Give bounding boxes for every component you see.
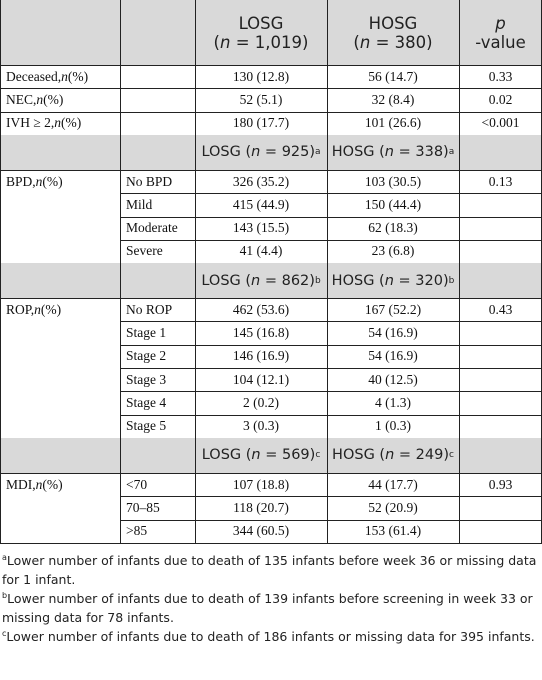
section-header-blank <box>459 438 542 473</box>
losg-value: 107 (18.8) <box>232 476 290 492</box>
section-header-blank <box>120 135 195 170</box>
hosg-value: 62 (18.3) <box>368 220 418 236</box>
row-divider <box>0 543 542 544</box>
losg-value: 3 (0.3) <box>243 418 279 434</box>
p-value <box>459 217 542 240</box>
section-losg-count-text: LOSG (n = 862) <box>201 272 315 289</box>
section-hosg-count: HOSG (n = 338) a <box>331 144 455 161</box>
losg-value: 145 (16.8) <box>232 325 290 341</box>
p-value <box>459 391 542 414</box>
section-header-blank <box>0 135 120 170</box>
p-value <box>459 240 542 263</box>
row-label <box>0 520 120 543</box>
p-value: 0.33 <box>488 68 513 84</box>
section-header-blank <box>0 438 120 473</box>
header-losg-count: (n = 1,019) <box>213 32 309 52</box>
section-header-blank <box>459 263 542 298</box>
hosg-value: 32 (8.4) <box>371 91 415 107</box>
losg-value: 130 (12.8) <box>232 68 290 84</box>
row-category: Stage 5 <box>126 418 167 434</box>
row-label: IVH ≥ 2, n (%) <box>6 115 82 131</box>
footnote-mark: c <box>2 628 7 638</box>
row-category: Stage 3 <box>126 371 167 387</box>
row-label <box>0 240 120 263</box>
section-header <box>0 438 542 473</box>
row-category: Stage 4 <box>126 394 167 410</box>
section-losg-count: LOSG (n = 569) c <box>201 447 321 464</box>
row-label <box>0 193 120 216</box>
table-header <box>0 0 542 65</box>
losg-value: 415 (44.9) <box>232 196 290 212</box>
row-category: Mild <box>126 196 153 212</box>
footnote-text: Lower number of infants due to death of 135 infants before week 36 or missing data for 1 infant. <box>2 552 537 587</box>
footnote-mark: a <box>2 552 7 562</box>
section-header-blank <box>0 263 120 298</box>
row-category: No BPD <box>126 173 173 189</box>
p-value: 0.93 <box>488 476 513 492</box>
footnote-mark: b <box>2 590 8 600</box>
row-category: Stage 2 <box>126 348 167 364</box>
hosg-value: 101 (26.6) <box>364 115 422 131</box>
section-hosg-count-text: HOSG (n = 249) <box>332 447 449 464</box>
section-header <box>0 263 542 298</box>
header-losg <box>195 0 327 65</box>
hosg-value: 167 (52.2) <box>364 301 422 317</box>
row-label <box>0 391 120 414</box>
hosg-value: 103 (30.5) <box>364 173 422 189</box>
header-hosg <box>327 0 459 65</box>
table-row <box>0 65 542 88</box>
section-header-blank <box>120 438 195 473</box>
hosg-value: 4 (1.3) <box>375 394 411 410</box>
row-category: >85 <box>126 523 148 539</box>
table-row <box>0 415 542 438</box>
row-category <box>120 112 195 135</box>
section-header-blank <box>120 263 195 298</box>
losg-value: 118 (20.7) <box>233 499 289 515</box>
table-row <box>0 368 542 391</box>
row-label <box>0 496 120 519</box>
footnote <box>2 551 540 589</box>
row-label: Deceased, n (%) <box>6 68 89 84</box>
losg-value: 2 (0.2) <box>243 394 279 410</box>
footnote-text: Lower number of infants due to death of 186 infants or missing data for 395 infants. <box>6 628 535 644</box>
column-divider <box>459 0 460 543</box>
row-category: Moderate <box>126 220 178 236</box>
row-label: BPD, n (%) <box>6 173 63 189</box>
table-row <box>0 496 542 519</box>
hosg-value: 40 (12.5) <box>368 371 418 387</box>
p-value: 0.02 <box>488 91 513 107</box>
row-label <box>0 415 120 438</box>
hosg-value: 23 (6.8) <box>371 243 415 259</box>
header-p-value: p -value <box>475 13 526 52</box>
row-category: <70 <box>126 476 148 492</box>
losg-value: 344 (60.5) <box>232 523 290 539</box>
losg-value: 180 (17.7) <box>232 115 290 131</box>
section-losg-count: LOSG (n = 862) b <box>201 272 321 289</box>
table-row <box>0 193 542 216</box>
row-label: MDI, n (%) <box>6 476 63 492</box>
row-label: NEC, n (%) <box>6 91 64 107</box>
column-divider <box>120 0 121 543</box>
p-value <box>459 415 542 438</box>
row-category: No ROP <box>126 301 173 317</box>
header-hosg-count: (n = 380) <box>353 32 433 52</box>
table-row <box>0 112 542 135</box>
row-category: Stage 1 <box>126 325 167 341</box>
row-label <box>0 217 120 240</box>
losg-value: 326 (35.2) <box>232 173 290 189</box>
header-blank <box>0 0 195 65</box>
row-label: ROP, n (%) <box>6 301 62 317</box>
table-row <box>0 298 542 321</box>
hosg-value: 52 (20.9) <box>368 499 418 515</box>
row-category: Severe <box>126 243 163 259</box>
table-row <box>0 473 542 496</box>
section-hosg-count-text: HOSG (n = 320) <box>331 272 449 289</box>
p-value <box>459 321 542 344</box>
losg-value: 41 (4.4) <box>239 243 283 259</box>
row-category <box>120 88 195 111</box>
hosg-value: 56 (14.7) <box>368 68 418 84</box>
header-losg-title: LOSG <box>238 13 284 33</box>
table-row <box>0 345 542 368</box>
table-row <box>0 217 542 240</box>
header-hosg-title: HOSG <box>368 13 418 33</box>
table-row <box>0 391 542 414</box>
hosg-value: 54 (16.9) <box>368 348 418 364</box>
losg-value: 143 (15.5) <box>232 220 290 236</box>
section-header <box>0 135 542 170</box>
p-value: 0.43 <box>488 301 513 317</box>
footnote-text: Lower number of infants due to death of 139 infants before screening in week 33 or missing data for 78 infants. <box>2 590 533 625</box>
row-label <box>0 345 120 368</box>
row-category: 70–85 <box>126 499 160 515</box>
table-row <box>0 88 542 111</box>
section-hosg-count-text: HOSG (n = 338) <box>331 144 449 161</box>
p-value <box>459 496 542 519</box>
column-divider <box>195 0 196 543</box>
section-losg-count: LOSG (n = 925) a <box>201 144 321 161</box>
hosg-value: 153 (61.4) <box>364 523 422 539</box>
losg-value: 462 (53.6) <box>232 301 290 317</box>
footnote <box>2 627 540 646</box>
row-label <box>0 368 120 391</box>
section-hosg-count: HOSG (n = 320) b <box>331 272 455 289</box>
table-row <box>0 240 542 263</box>
losg-value: 104 (12.1) <box>232 371 290 387</box>
p-value <box>459 193 542 216</box>
column-divider <box>0 0 1 543</box>
section-header-blank <box>459 135 542 170</box>
losg-value: 146 (16.9) <box>232 348 290 364</box>
table-row <box>0 170 542 193</box>
hosg-value: 54 (16.9) <box>368 325 418 341</box>
hosg-value: 150 (44.4) <box>364 196 422 212</box>
table-row <box>0 321 542 344</box>
p-value <box>459 520 542 543</box>
row-category <box>120 65 195 88</box>
footnote <box>2 589 540 627</box>
section-hosg-count: HOSG (n = 249) c <box>332 447 454 464</box>
p-value: <0.001 <box>481 115 520 131</box>
hosg-value: 1 (0.3) <box>375 418 411 434</box>
row-label <box>0 321 120 344</box>
p-value: 0.13 <box>488 173 513 189</box>
table-row <box>0 520 542 543</box>
section-losg-count-text: LOSG (n = 569) <box>201 447 316 464</box>
losg-value: 52 (5.1) <box>239 91 283 107</box>
section-losg-count-text: LOSG (n = 925) <box>201 144 316 161</box>
p-value <box>459 345 542 368</box>
p-value <box>459 368 542 391</box>
column-divider <box>327 0 328 543</box>
hosg-value: 44 (17.7) <box>368 476 418 492</box>
